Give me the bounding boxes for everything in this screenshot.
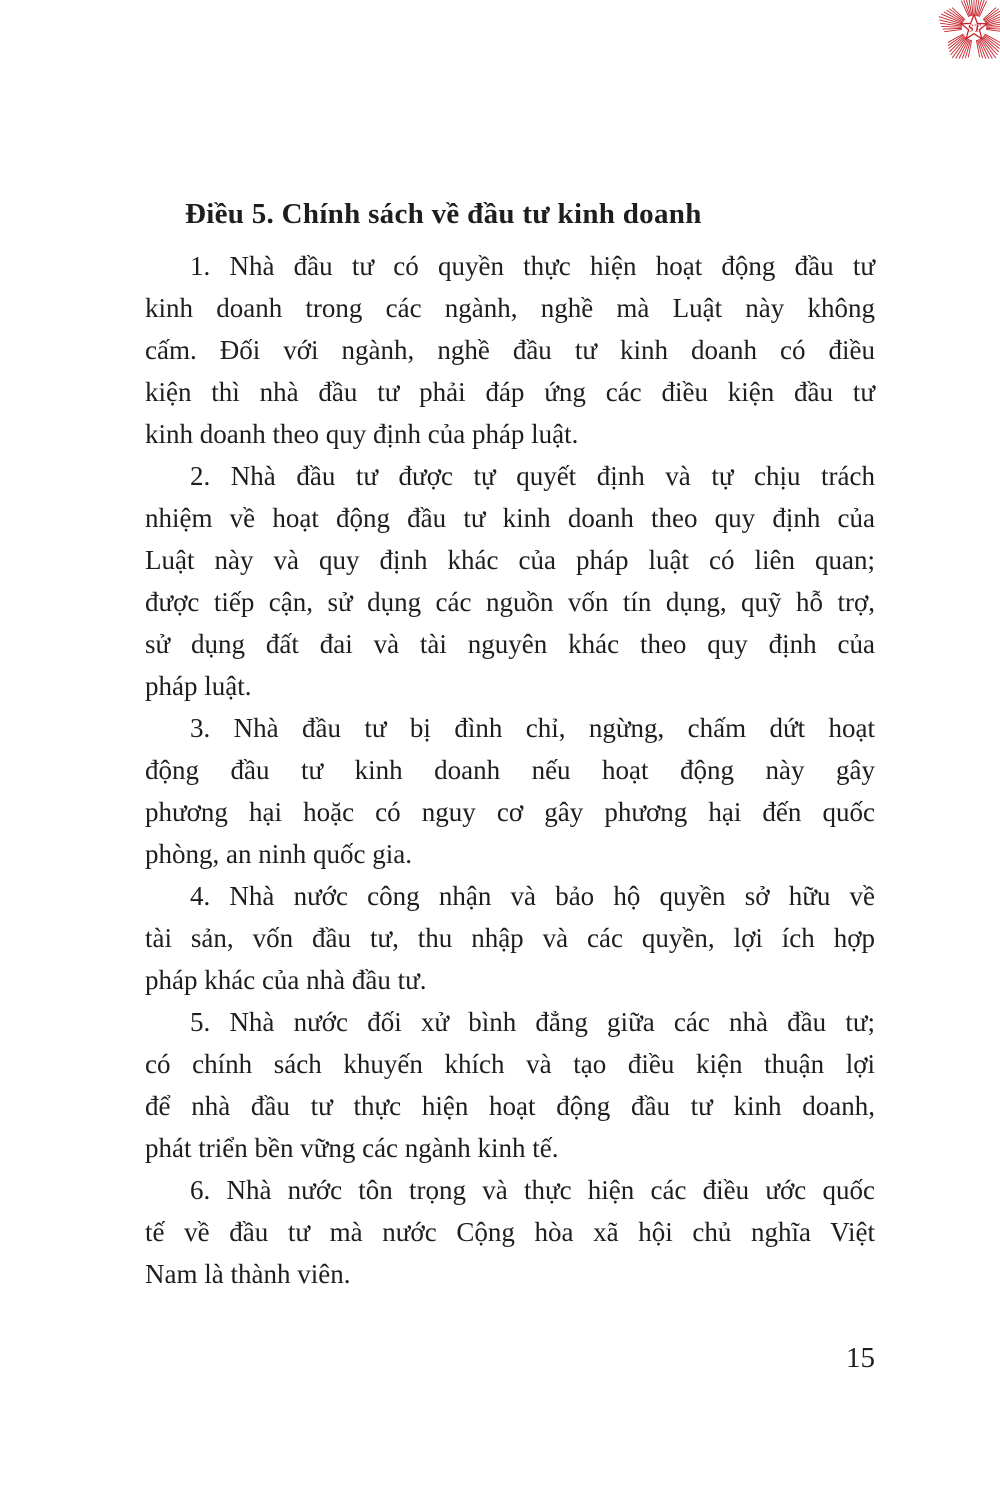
text-line: được tiếp cận, sử dụng các nguồn vốn tín dụng, quỹ hỗ trợ, <box>145 587 875 617</box>
text-line: cấm. Đối với ngành, nghề đầu tư kinh doanh có điều <box>145 335 875 365</box>
text-line: 5. Nhà nước đối xử bình đẳng giữa các nhà đầu tư; <box>190 1007 875 1037</box>
text-line: phòng, an ninh quốc gia. <box>145 839 412 869</box>
text-line: kinh doanh trong các ngành, nghề mà Luật này không <box>145 293 875 323</box>
page-number: 15 <box>846 1342 875 1374</box>
text-line: kiện thì nhà đầu tư phải đáp ứng các điều kiện đầu tư <box>145 377 875 407</box>
text-line: kinh doanh theo quy định của pháp luật. <box>145 419 579 449</box>
article-body <box>145 245 875 1295</box>
paragraph <box>145 455 875 707</box>
text-line: tài sản, vốn đầu tư, thu nhập và các quyền, lợi ích hợp <box>145 923 875 953</box>
text-line: để nhà đầu tư thực hiện hoạt động đầu tư kinh doanh, <box>145 1091 875 1121</box>
text-line: 2. Nhà đầu tư được tự quyết định và tự chịu trách <box>190 461 875 491</box>
text-line: 3. Nhà đầu tư bị đình chỉ, ngừng, chấm dứt hoạt <box>190 713 875 743</box>
text-line: 1. Nhà đầu tư có quyền thực hiện hoạt động đầu tư <box>190 251 875 281</box>
publisher-logo-icon <box>934 0 1000 68</box>
paragraph <box>145 1169 875 1295</box>
paragraph <box>145 245 875 455</box>
text-line: có chính sách khuyến khích và tạo điều kiện thuận lợi <box>145 1049 875 1079</box>
paragraph <box>145 875 875 1001</box>
text-line: tế về đầu tư mà nước Cộng hòa xã hội chủ nghĩa Việt <box>145 1217 875 1247</box>
text-line: 4. Nhà nước công nhận và bảo hộ quyền sở hữu về <box>190 881 875 911</box>
text-line: động đầu tư kinh doanh nếu hoạt động này gây <box>145 755 875 785</box>
text-line: pháp khác của nhà đầu tư. <box>145 965 427 995</box>
text-line: sử dụng đất đai và tài nguyên khác theo quy định của <box>145 629 875 659</box>
paragraph <box>145 1001 875 1169</box>
paragraph <box>145 707 875 875</box>
text-line: phương hại hoặc có nguy cơ gây phương hại đến quốc <box>145 797 875 827</box>
logo-monogram: ST <box>967 22 981 35</box>
text-line: phát triển bền vững các ngành kinh tế. <box>145 1133 559 1163</box>
text-line: nhiệm về hoạt động đầu tư kinh doanh theo quy định của <box>145 503 875 533</box>
article-heading: Điều 5. Chính sách về đầu tư kinh doanh <box>185 198 702 230</box>
text-line: Nam là thành viên. <box>145 1259 351 1289</box>
text-line: 6. Nhà nước tôn trọng và thực hiện các điều ước quốc <box>190 1175 875 1205</box>
text-line: Luật này và quy định khác của pháp luật có liên quan; <box>145 545 875 575</box>
text-line: pháp luật. <box>145 671 252 701</box>
